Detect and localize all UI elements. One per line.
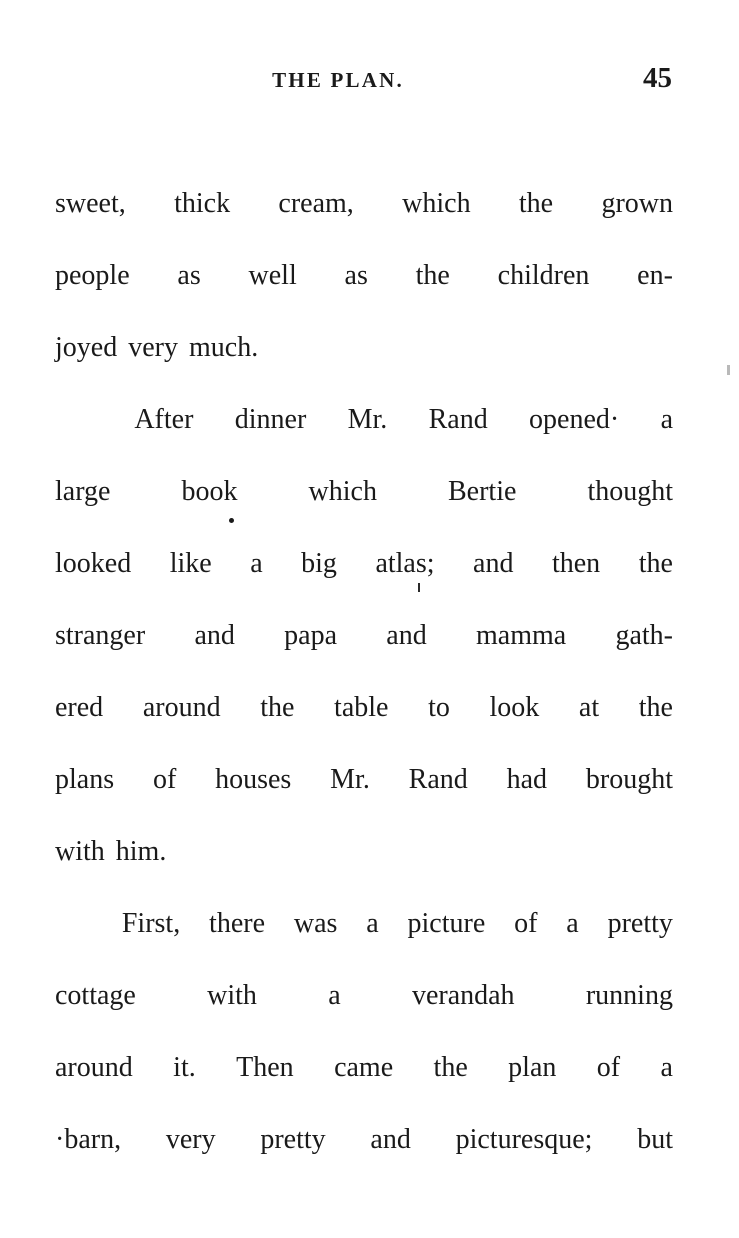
word: joyed: [55, 332, 118, 363]
word: verandah: [411, 980, 515, 1011]
word: picture: [407, 908, 486, 939]
word: thick: [174, 188, 231, 219]
word: ered: [55, 692, 104, 723]
page-header: [58, 62, 672, 108]
word: and: [194, 620, 235, 651]
word: there: [209, 908, 266, 939]
word: looked: [55, 548, 132, 579]
word: plans: [55, 764, 115, 795]
word: look: [489, 692, 540, 723]
word: large: [55, 476, 111, 507]
word: then: [551, 548, 601, 579]
word: papa: [284, 620, 338, 651]
word: the: [638, 692, 673, 723]
word: grown: [601, 188, 673, 219]
word: the: [415, 260, 450, 291]
text-line: [55, 672, 673, 744]
word: pretty: [260, 1124, 326, 1155]
ink-speck: [229, 518, 234, 523]
word: and: [370, 1124, 411, 1155]
word: thought: [587, 476, 673, 507]
word: the: [518, 188, 554, 219]
text-line: [55, 384, 673, 456]
word: Bertie: [447, 476, 517, 507]
word: of: [596, 1052, 621, 1083]
text-line: [55, 744, 673, 816]
word: as: [344, 260, 368, 291]
word: a: [366, 908, 379, 939]
word: brought: [585, 764, 673, 795]
word: children: [497, 260, 590, 291]
word: him.: [115, 836, 167, 867]
word: around: [55, 1052, 133, 1083]
word: First,: [121, 908, 181, 939]
word: en-: [637, 260, 673, 291]
word: big: [301, 548, 337, 579]
word: people: [55, 260, 130, 291]
text-line: [55, 528, 673, 600]
word: cream,: [278, 188, 354, 219]
page-body-text: [55, 168, 673, 1176]
text-line: [55, 240, 673, 312]
word: table: [334, 692, 389, 723]
text-line: [55, 168, 673, 240]
word: was: [293, 908, 338, 939]
word: had: [506, 764, 548, 795]
word: like: [169, 548, 212, 579]
word: ·barn,: [55, 1124, 122, 1155]
word: a: [660, 1052, 673, 1083]
word: came: [334, 1052, 394, 1083]
word: it.: [173, 1052, 196, 1083]
text-line: [55, 1032, 673, 1104]
word: gath-: [615, 620, 673, 651]
word: a: [566, 908, 579, 939]
word: the: [638, 548, 673, 579]
word: cottage: [55, 980, 136, 1011]
word: plan: [508, 1052, 557, 1083]
word: Mr.: [347, 404, 388, 435]
word: Rand: [408, 764, 468, 795]
word: to: [428, 692, 450, 723]
word: running: [585, 980, 673, 1011]
word: but: [637, 1124, 673, 1155]
word: the: [260, 692, 295, 723]
word: a: [660, 404, 673, 435]
word: picturesque;: [455, 1124, 593, 1155]
word: with: [55, 836, 105, 867]
ink-speck: [418, 583, 420, 592]
word: mamma: [475, 620, 567, 651]
word: a: [250, 548, 263, 579]
word: a: [328, 980, 341, 1011]
word: well: [248, 260, 297, 291]
page-number: 45: [643, 62, 672, 94]
page-edge-speck: [727, 365, 730, 375]
word: at: [578, 692, 600, 723]
text-line: [55, 960, 673, 1032]
word: stranger: [55, 620, 146, 651]
word: which: [402, 188, 471, 219]
word: atlas;: [375, 548, 435, 579]
word: Mr.: [330, 764, 370, 795]
word: pretty: [607, 908, 673, 939]
text-line: [55, 888, 673, 960]
word: of: [152, 764, 177, 795]
word: and: [473, 548, 514, 579]
word: After: [134, 404, 194, 435]
text-line: [55, 312, 673, 384]
word: the: [433, 1052, 468, 1083]
word: and: [386, 620, 427, 651]
word: of: [514, 908, 538, 939]
running-head: THE PLAN.: [272, 68, 404, 92]
word: which: [308, 476, 377, 507]
word: sweet,: [55, 188, 126, 219]
text-line: [55, 1104, 673, 1176]
text-line: [55, 600, 673, 672]
word: very: [128, 332, 178, 363]
word: dinner: [234, 404, 307, 435]
text-line: [55, 456, 673, 528]
word: Then: [236, 1052, 294, 1083]
word: opened·: [529, 404, 620, 435]
word: houses: [215, 764, 292, 795]
word: very: [165, 1124, 216, 1155]
word: book: [181, 476, 238, 507]
word: around: [142, 692, 221, 723]
word: Rand: [428, 404, 488, 435]
word: much.: [188, 332, 259, 363]
word: as: [177, 260, 201, 291]
text-line: [55, 816, 673, 888]
word: with: [207, 980, 257, 1011]
